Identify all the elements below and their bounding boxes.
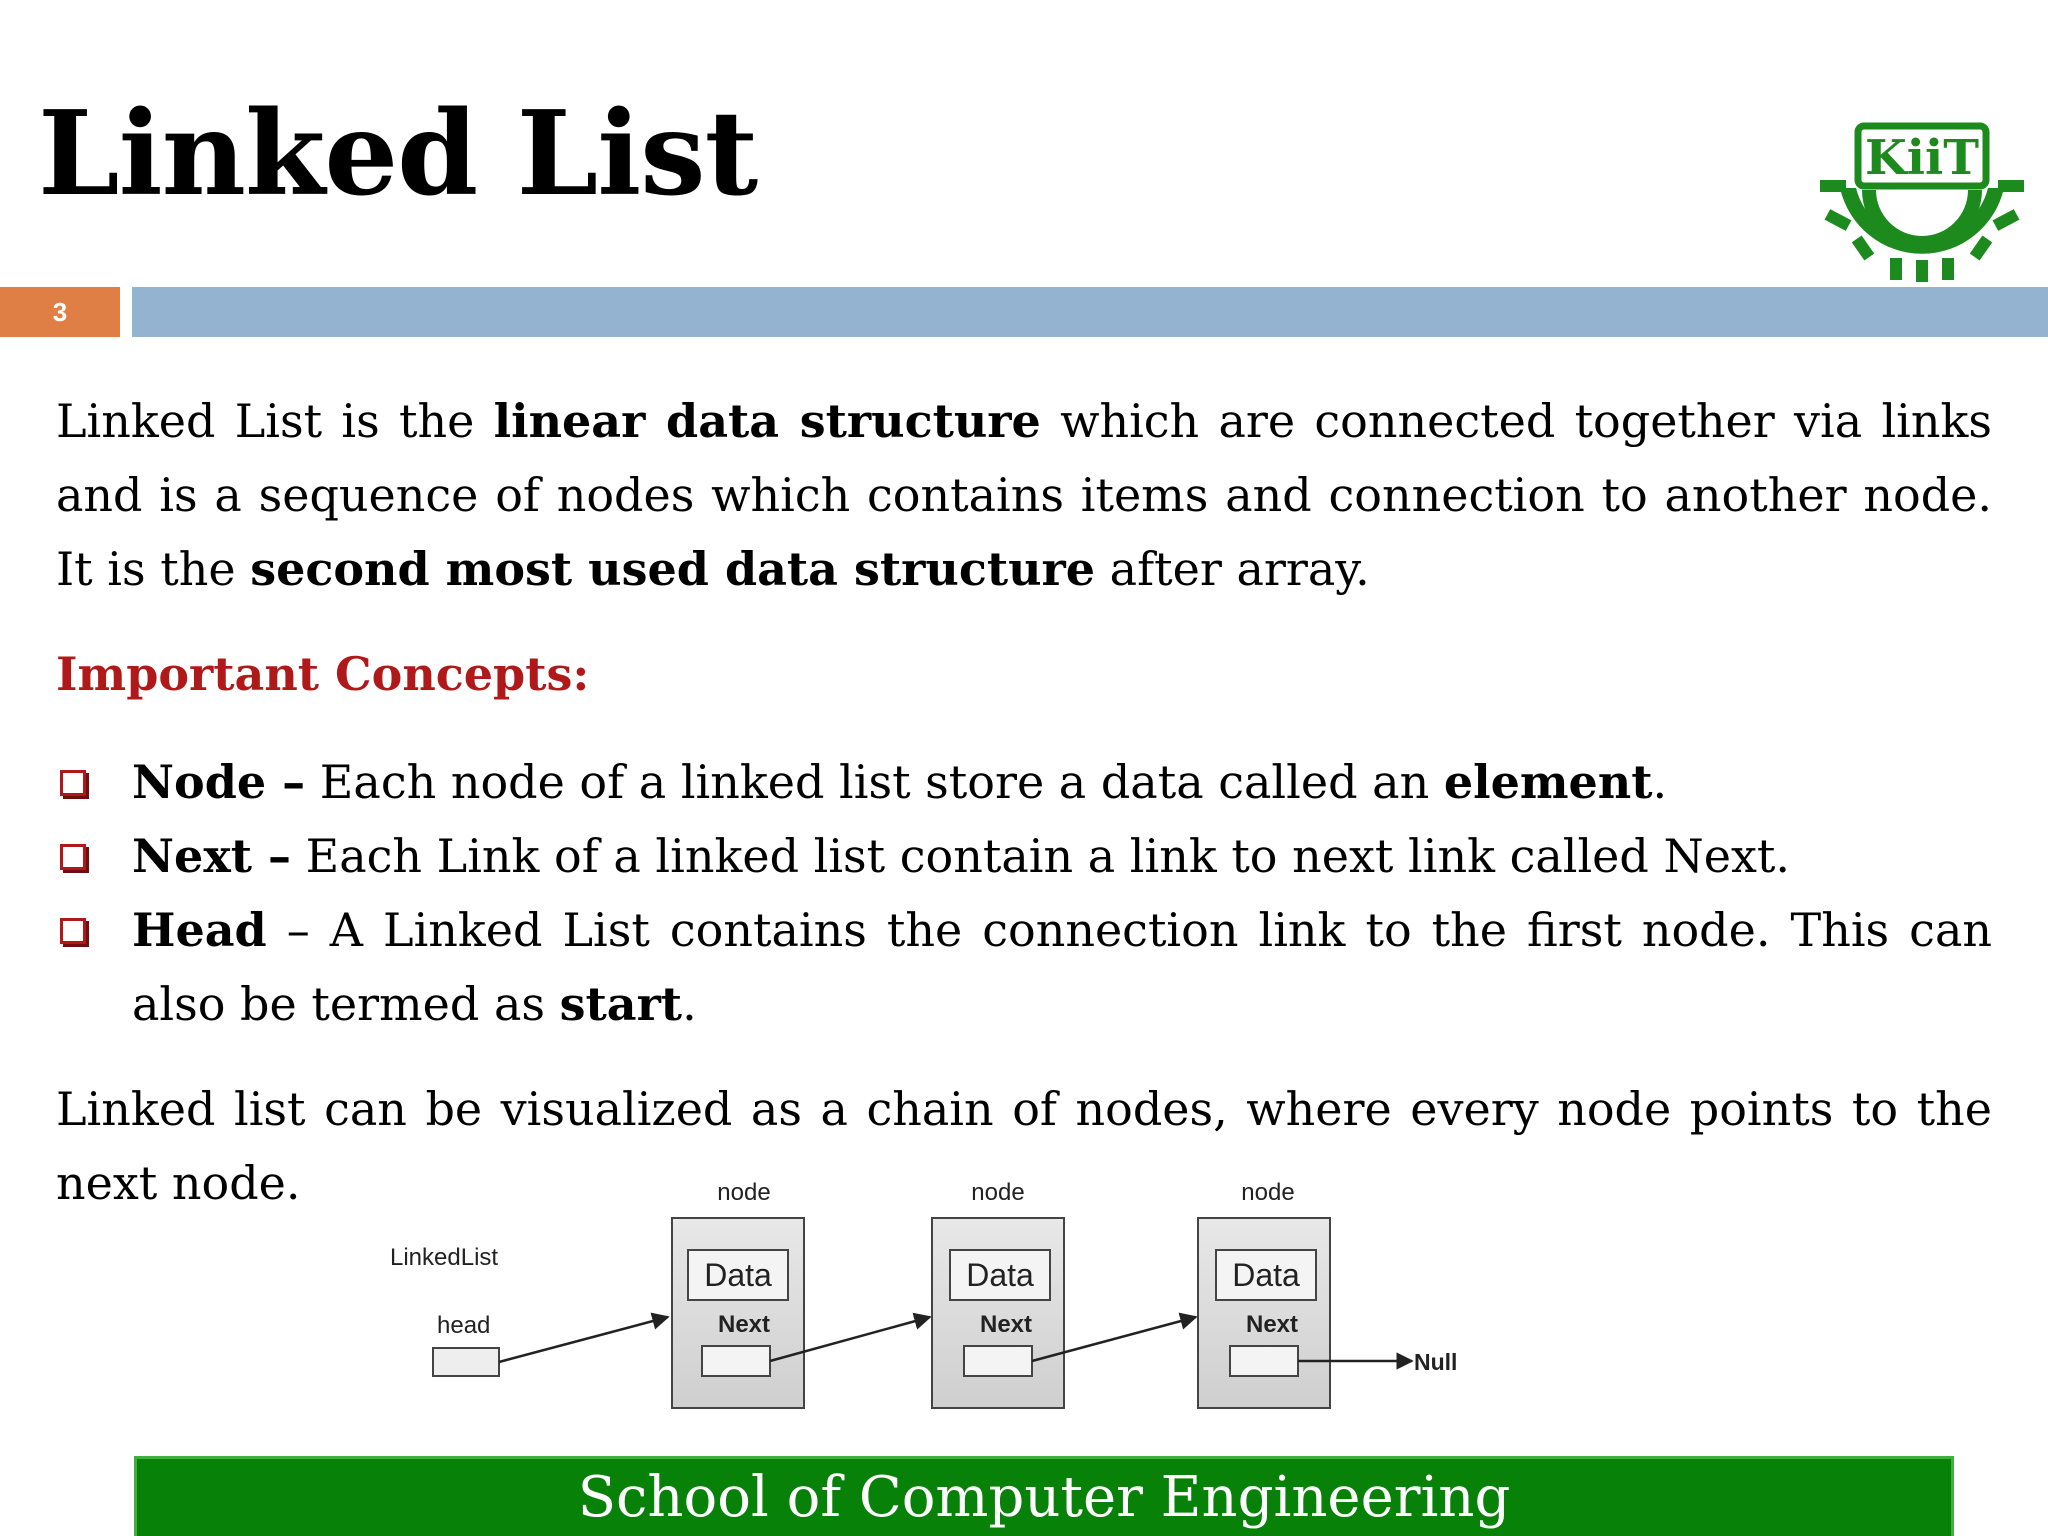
bullet-node (56, 745, 1992, 819)
kiit-logo (1818, 118, 2026, 282)
chain-paragraph: Linked list can be visualized as a chain of nodes, where every node points to the next node. (56, 1082, 1992, 1210)
linkedlist-label: LinkedList (390, 1244, 499, 1271)
node-label: node (971, 1179, 1025, 1206)
bullet-text: Each node of a linked list store a data called an (305, 755, 1444, 809)
footer-banner: School of Computer Engineering (134, 1456, 1954, 1536)
bullet-term: Node – (132, 755, 306, 809)
bullet-head (56, 893, 1992, 1041)
next-field (702, 1346, 770, 1376)
intro-paragraph (56, 384, 1992, 606)
intro-text-1: Linked List is the (56, 394, 494, 448)
node-3 (1198, 1179, 1330, 1408)
concepts-list (56, 745, 1992, 1041)
intro-text-2: which are connected together via links and is a sequence of nodes which contains items and connection to another node. It is the (56, 394, 1992, 596)
bullet-term: Next – (132, 829, 292, 883)
logo-text: KiiT (1865, 130, 1979, 186)
intro-text-3: after array. (1095, 542, 1370, 596)
data-label: Data (966, 1257, 1034, 1293)
slide-title: Linked List (38, 86, 758, 222)
data-label: Data (704, 1257, 772, 1293)
node-label: node (1241, 1179, 1295, 1206)
next-field (1230, 1346, 1298, 1376)
header-band (132, 287, 2048, 337)
bullet-bold-tail: start (559, 977, 683, 1031)
bullet-text: Each Link of a linked list contain a link to next link called Next. (291, 829, 1790, 883)
data-label: Data (1232, 1257, 1300, 1293)
node-1 (672, 1179, 804, 1408)
pointer-arrow (499, 1317, 668, 1362)
next-label: Next (717, 1311, 771, 1338)
node-label: node (717, 1179, 771, 1206)
bullet-bold-tail: element (1443, 755, 1653, 809)
slide-number: 3 (0, 287, 120, 337)
intro-bold-2: second most used data structure (250, 542, 1096, 596)
null-label: Null (1414, 1349, 1458, 1375)
head-pointer-box (433, 1348, 499, 1376)
bullet-end: . (1652, 755, 1668, 809)
intro-bold-1: linear data structure (493, 394, 1041, 448)
next-label: Next (979, 1311, 1033, 1338)
checkbox-bullet-icon (60, 844, 86, 870)
linked-list-diagram (360, 1170, 1480, 1420)
bullet-end: . (682, 977, 697, 1031)
concepts-heading: Important Concepts: (56, 647, 590, 701)
bullet-text: – A Linked List contains the connection link to the first node. This can also be termed as (132, 903, 1992, 1031)
checkbox-bullet-icon (60, 918, 86, 944)
checkbox-bullet-icon (60, 770, 86, 796)
bullet-next (56, 819, 1992, 893)
next-field (964, 1346, 1032, 1376)
bullet-term: Head (132, 903, 267, 957)
node-2 (932, 1179, 1064, 1408)
head-label: head (437, 1312, 491, 1339)
next-label: Next (1245, 1311, 1299, 1338)
